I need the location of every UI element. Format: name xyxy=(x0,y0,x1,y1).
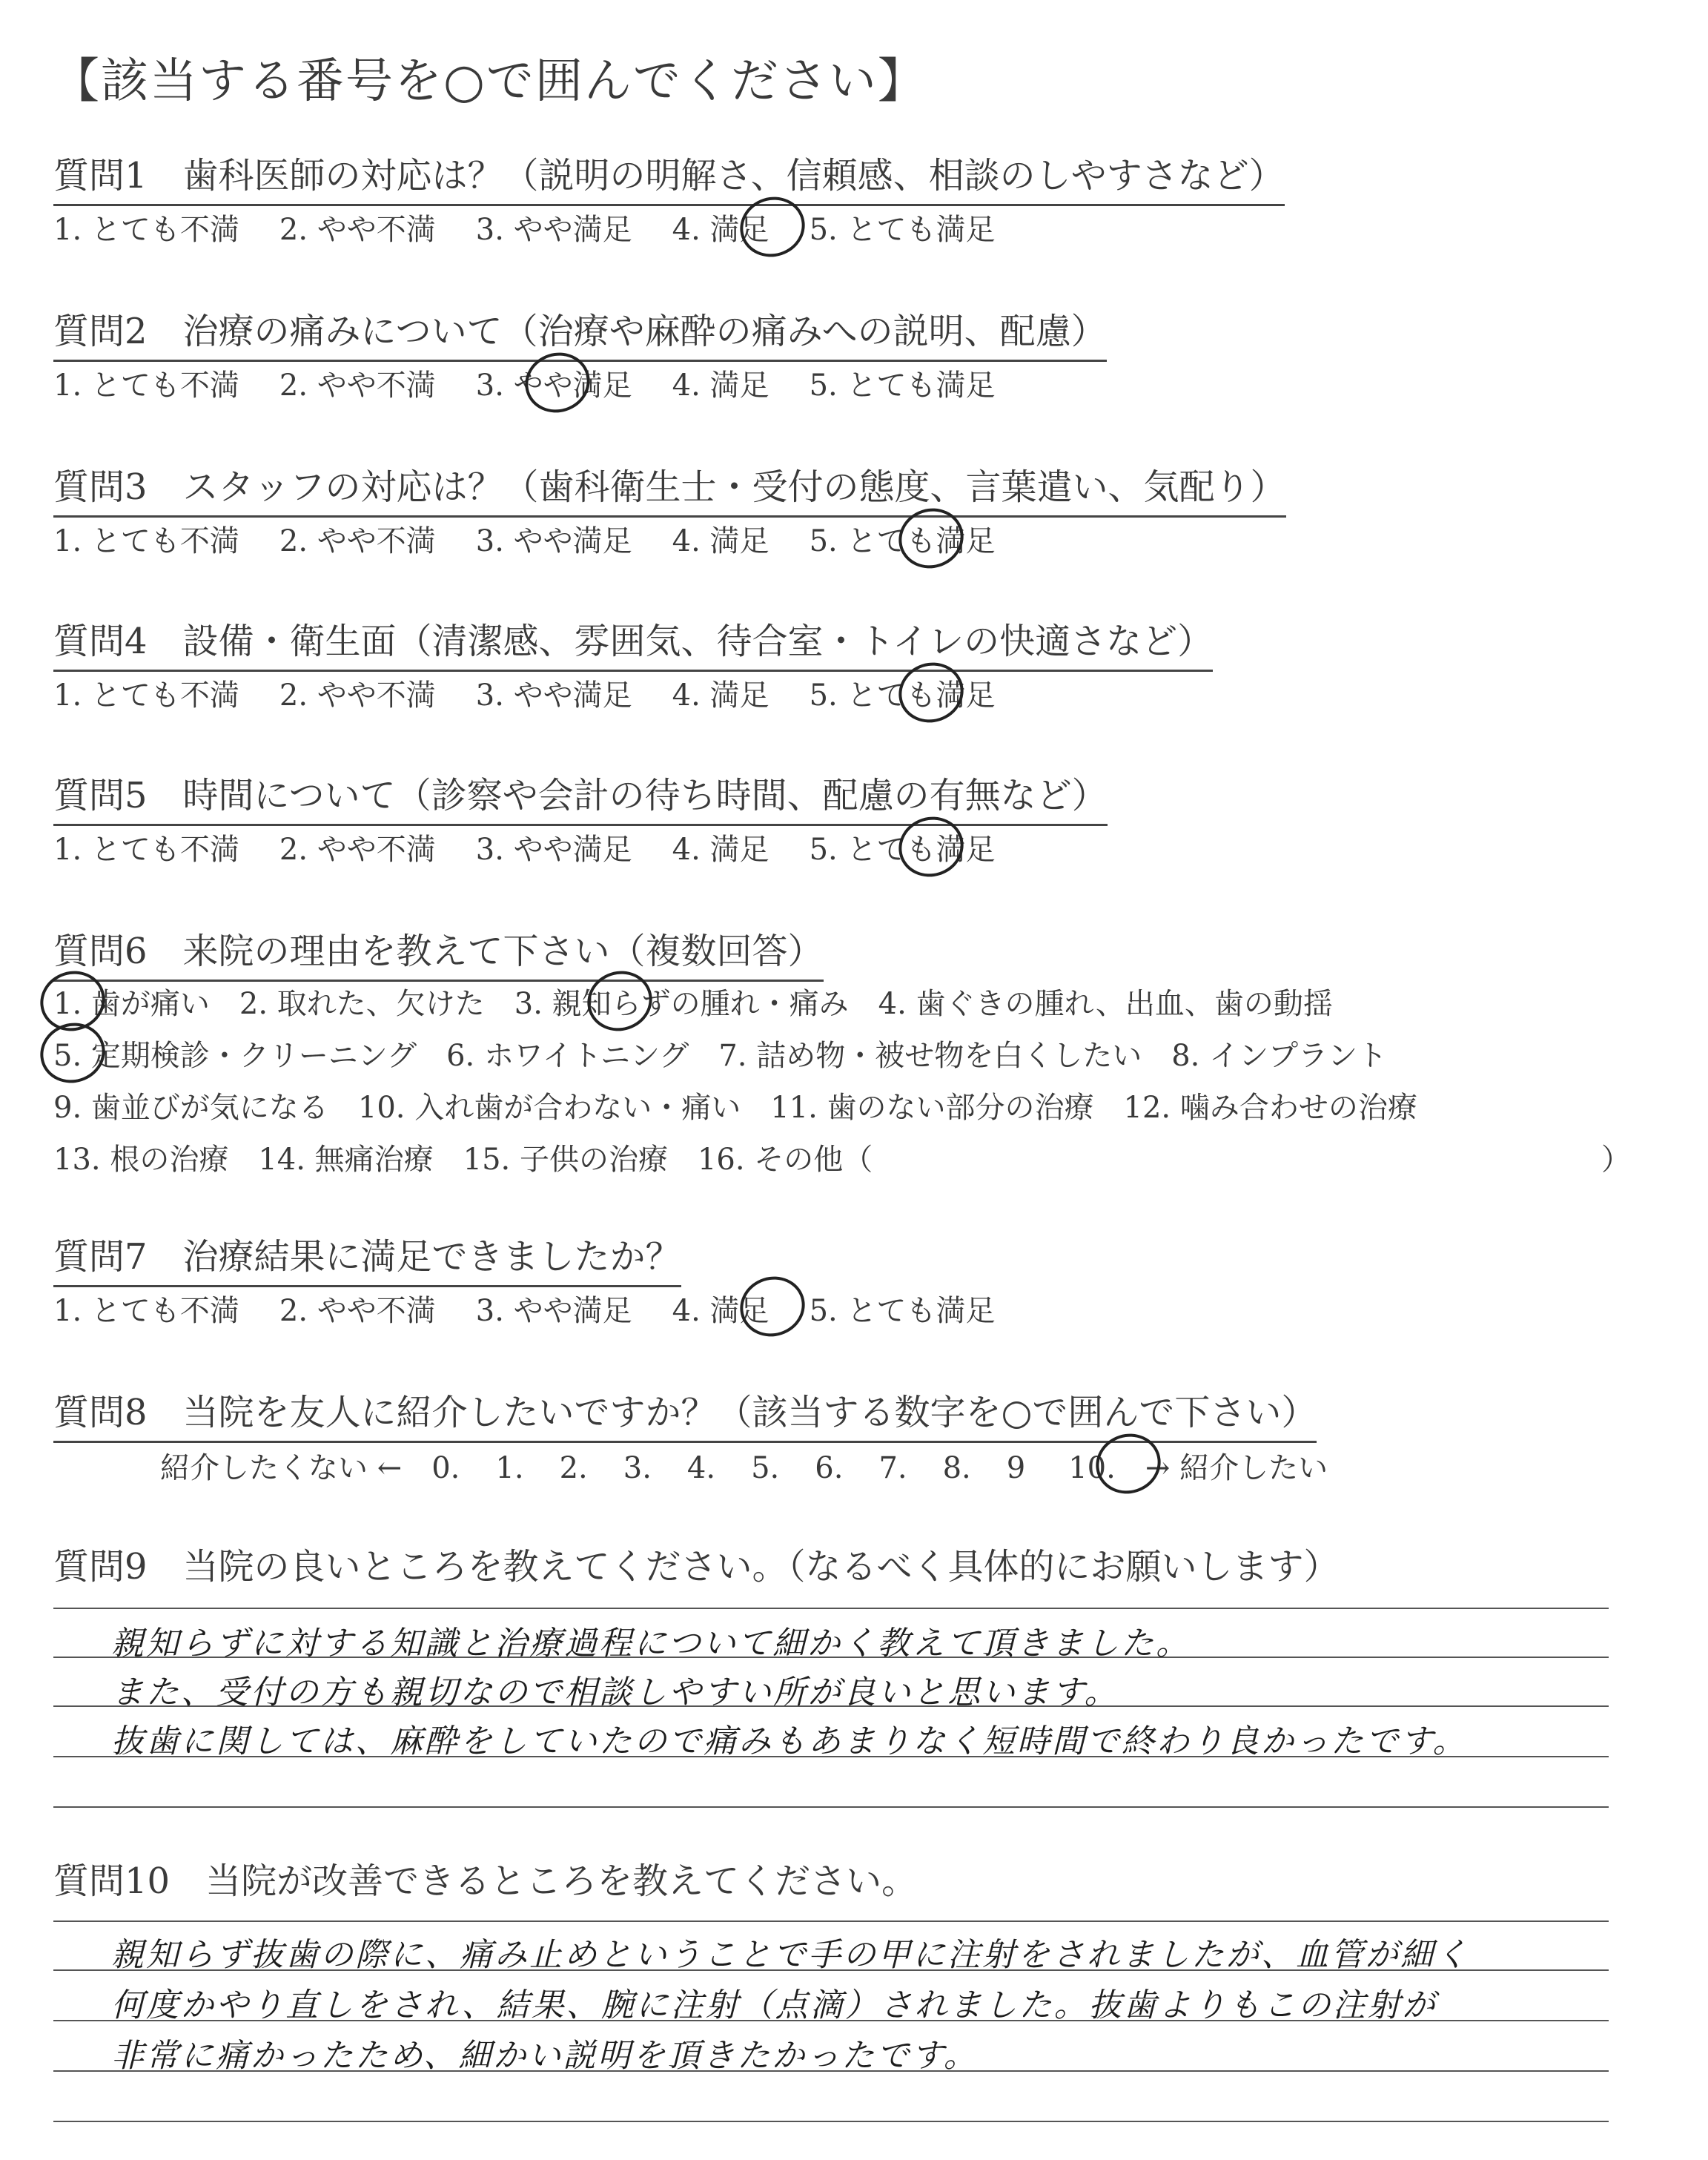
q8-scale-4[interactable]: 4. xyxy=(686,1451,716,1485)
q7-option-4[interactable]: 4. 満足 xyxy=(672,1294,769,1328)
question-1-options xyxy=(53,206,1035,248)
q8-scale-10[interactable]: 10. xyxy=(1068,1451,1116,1485)
q3-option-2[interactable]: 2. やや不満 xyxy=(279,524,436,558)
q4-option-3[interactable]: 3. やや満足 xyxy=(475,678,632,713)
q1-option-4[interactable]: 4. 満足 xyxy=(672,213,769,247)
q2-option-2[interactable]: 2. やや不満 xyxy=(279,369,436,403)
question-7-options xyxy=(53,1287,1035,1330)
q7-option-3[interactable]: 3. やや満足 xyxy=(475,1294,632,1328)
q8-scale-1[interactable]: 1. xyxy=(495,1451,524,1485)
answer-line xyxy=(53,1806,1609,1808)
q1-option-5[interactable]: 5. とても満足 xyxy=(809,213,996,247)
q10-answer-line-3: 非常に痛かったため、細かい説明を頂きたかったです。 xyxy=(111,2037,979,2075)
answer-line xyxy=(53,1920,1609,1922)
q7-option-2[interactable]: 2. やや不満 xyxy=(279,1294,436,1328)
q9-answer-line-2: また、受付の方も親切なので相談しやすい所が良いと思います。 xyxy=(111,1674,1119,1711)
q8-scale-6[interactable]: 6. xyxy=(815,1451,844,1485)
question-3-options xyxy=(53,518,1035,560)
q4-option-5[interactable]: 5. とても満足 xyxy=(809,678,996,713)
q7-option-5[interactable]: 5. とても満足 xyxy=(809,1294,996,1328)
q9-answer-line-1: 親知らずに対する知識と治療過程について細かく教えて頂きました。 xyxy=(111,1625,1191,1662)
question-5-options xyxy=(53,826,1035,868)
q8-scale-9[interactable]: 9 xyxy=(1006,1451,1026,1485)
question-8-label: 質問8 当院を友人に紹介したいですか？（該当する数字を○で囲んで下さい） xyxy=(53,1384,1317,1443)
question-3-label: 質問3 スタッフの対応は？（歯科衛生士・受付の態度、言葉遣い、気配り） xyxy=(53,458,1286,518)
q1-option-3[interactable]: 3. やや満足 xyxy=(475,213,632,247)
page-title: 【該当する番号を○で囲んでください】 xyxy=(52,54,927,109)
q8-right-label: → 紹介したい xyxy=(1145,1451,1328,1485)
q1-option-1[interactable]: 1. とても不満 xyxy=(53,213,239,247)
answer-circle-q7 xyxy=(732,1268,812,1344)
question-2-label: 質問2 治療の痛みについて（治療や麻酔の痛みへの説明、配慮） xyxy=(53,303,1107,362)
q8-scale-2[interactable]: 2. xyxy=(559,1451,588,1485)
question-6-label: 質問6 来院の理由を教えて下さい（複数回答） xyxy=(53,922,824,982)
q8-scale-8[interactable]: 8. xyxy=(942,1451,971,1485)
q5-option-1[interactable]: 1. とても不満 xyxy=(53,833,239,867)
q5-option-2[interactable]: 2. やや不満 xyxy=(279,833,436,867)
q5-option-4[interactable]: 4. 満足 xyxy=(672,833,769,867)
question-7-label: 質問7 治療結果に満足できましたか？ xyxy=(53,1228,681,1287)
q8-scale-0[interactable]: 0. xyxy=(431,1451,460,1485)
q3-option-3[interactable]: 3. やや満足 xyxy=(475,524,632,558)
answer-circle-q6-5 xyxy=(33,1014,113,1091)
q1-option-2[interactable]: 2. やや不満 xyxy=(279,213,436,247)
question-4-label: 質問4 設備・衛生面（清潔感、雰囲気、待合室・トイレの快適さなど） xyxy=(53,612,1213,672)
q8-scale-7[interactable]: 7. xyxy=(878,1451,907,1485)
q4-option-4[interactable]: 4. 満足 xyxy=(672,678,769,713)
q6-options-row-1[interactable]: 1. 歯が痛い 2. 取れた、欠けた 3. 親知らずの腫れ・痛み 4. 歯ぐきの腫れ、出血、歯の動揺 xyxy=(53,987,1333,1021)
q8-scale-5[interactable]: 5. xyxy=(751,1451,780,1485)
question-1-label: 質問1 歯科医師の対応は？（説明の明解さ、信頼感、相談のしやすさなど） xyxy=(53,147,1285,206)
q3-option-5[interactable]: 5. とても満足 xyxy=(809,524,996,558)
q6-other-close-paren: ） xyxy=(1601,1143,1631,1177)
q6-options-row-4[interactable]: 13. 根の治療 14. 無痛治療 15. 子供の治療 16. その他（ xyxy=(53,1143,873,1177)
q2-option-5[interactable]: 5. とても満足 xyxy=(809,369,996,403)
q10-answer-line-2: 何度かやり直しをされ、結果、腕に注射（点滴）されました。抜歯よりもこの注射が xyxy=(111,1986,1437,2024)
q3-option-4[interactable]: 4. 満足 xyxy=(672,524,769,558)
q10-answer-line-1: 親知らず抜歯の際に、痛み止めということで手の甲に注射をされましたが、血管が細く xyxy=(111,1936,1470,1974)
answer-line xyxy=(53,2121,1609,2122)
question-4-options xyxy=(53,672,1035,714)
q2-option-4[interactable]: 4. 満足 xyxy=(672,369,769,403)
question-5-label: 質問5 時間について（診察や会計の待ち時間、配慮の有無など） xyxy=(53,767,1108,826)
answer-line xyxy=(53,1608,1609,1609)
question-10-label: 質問10 当院が改善できるところを教えてください。 xyxy=(53,1860,918,1902)
q5-option-5[interactable]: 5. とても満足 xyxy=(809,833,996,867)
q4-option-1[interactable]: 1. とても不満 xyxy=(53,678,239,713)
q8-scale-3[interactable]: 3. xyxy=(623,1451,652,1485)
q8-left-label: 紹介したくない ← xyxy=(160,1451,403,1485)
q9-answer-line-3: 抜歯に関しては、麻酔をしていたので痛みもあまりなく短時間で終わり良かったです。 xyxy=(111,1723,1468,1760)
q7-option-1[interactable]: 1. とても不満 xyxy=(53,1294,239,1328)
q6-options-row-3[interactable]: 9. 歯並びが気になる 10. 入れ歯が合わない・痛い 11. 歯のない部分の治療 12. 噛み合わせの治療 xyxy=(53,1091,1417,1125)
q3-option-1[interactable]: 1. とても不満 xyxy=(53,524,239,558)
q6-options-row-2[interactable]: 5. 定期検診・クリーニング 6. ホワイトニング 7. 詰め物・被せ物を白くしたい 8. インプラント xyxy=(53,1039,1388,1073)
question-9-label: 質問9 当院の良いところを教えてください。（なるべく具体的にお願いします） xyxy=(53,1546,1340,1588)
q2-option-3[interactable]: 3. やや満足 xyxy=(475,369,632,403)
q4-option-2[interactable]: 2. やや不満 xyxy=(279,678,436,713)
q2-option-1[interactable]: 1. とても不満 xyxy=(53,369,239,403)
q5-option-3[interactable]: 3. やや満足 xyxy=(475,833,632,867)
